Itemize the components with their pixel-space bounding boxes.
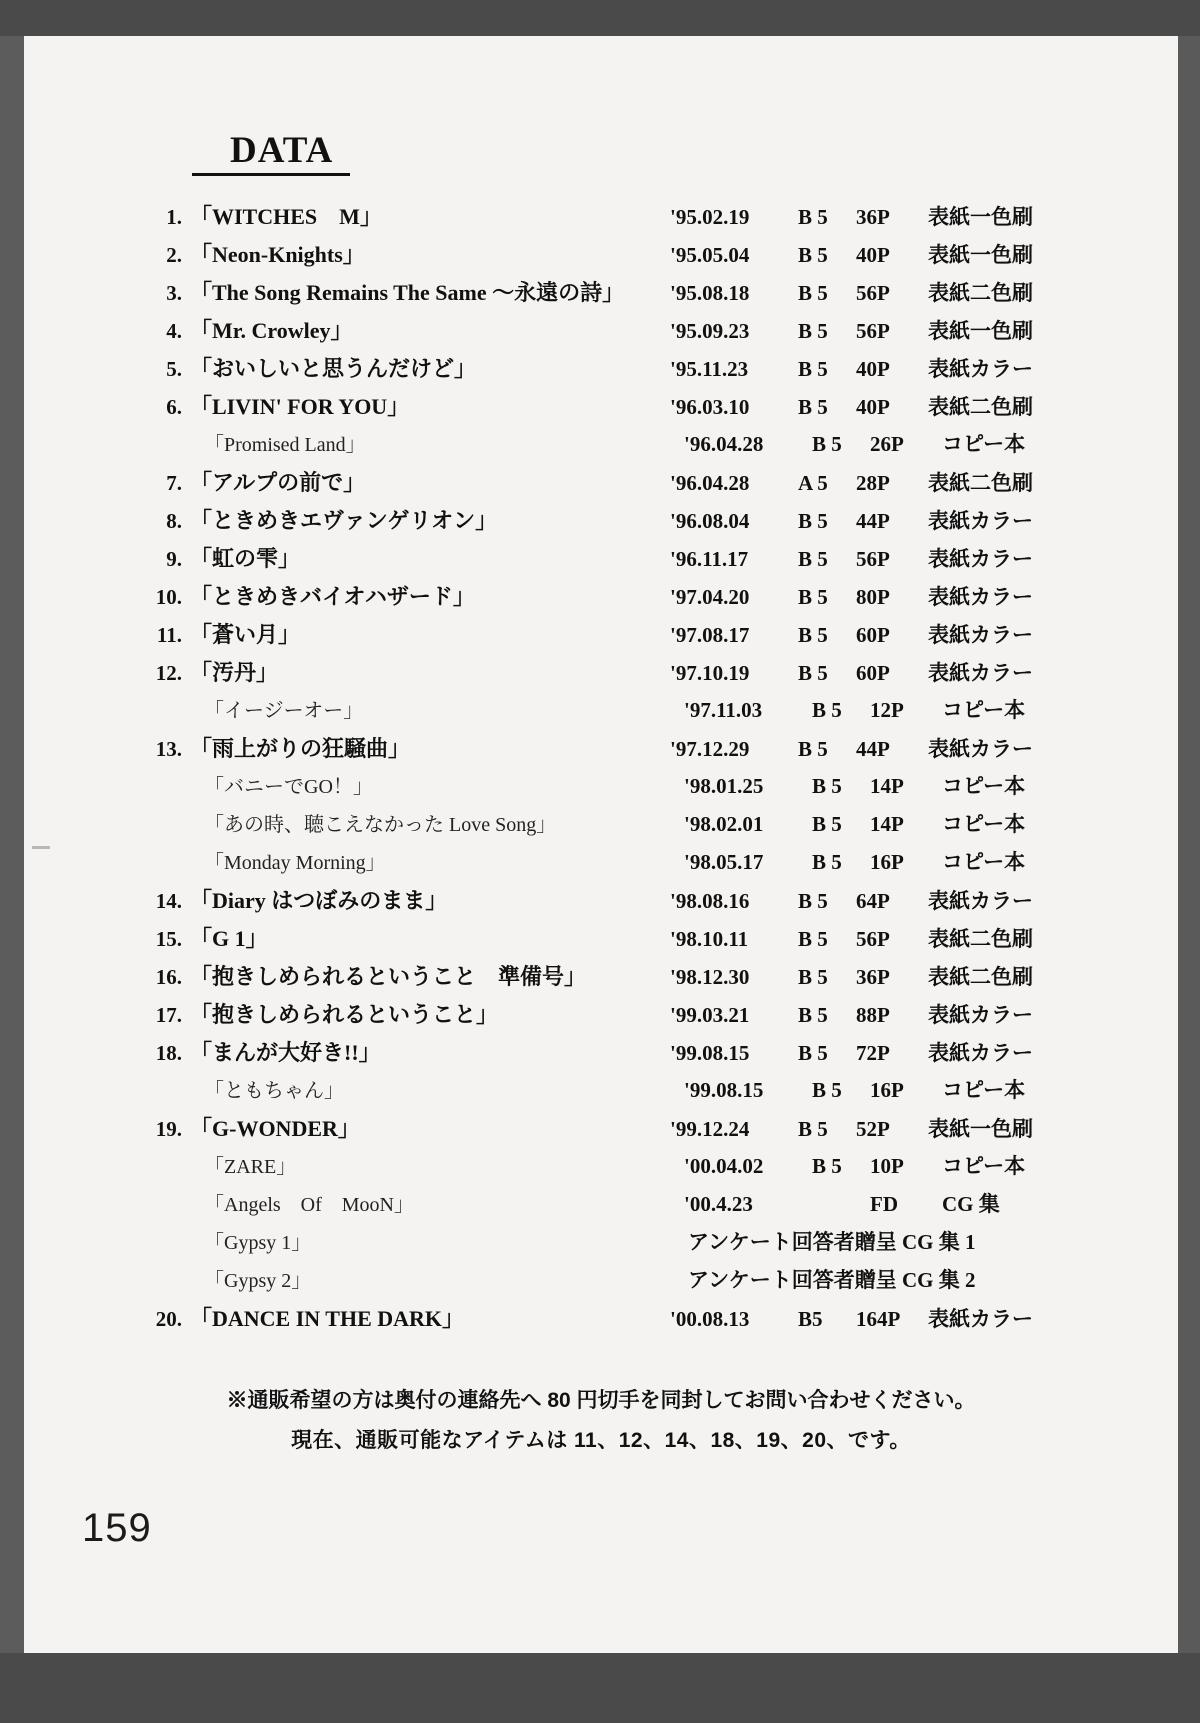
item-title: 「Gypsy 2」 bbox=[204, 1270, 312, 1292]
scan-edge-right bbox=[1178, 36, 1200, 1653]
page-title: DATA bbox=[230, 130, 334, 171]
item-number: 10. bbox=[155, 585, 182, 609]
item-title: 「おいしいと思うんだけど」 bbox=[190, 356, 477, 381]
list-item bbox=[124, 998, 1124, 1036]
item-cover: コピー本 bbox=[942, 1078, 1026, 1102]
item-date: '96.04.28 bbox=[684, 432, 764, 456]
item-number: 1. bbox=[166, 205, 182, 229]
item-cover: コピー本 bbox=[942, 1154, 1026, 1178]
item-title: 「Angels Of MooN」 bbox=[204, 1194, 414, 1216]
item-size: B 5 bbox=[798, 205, 828, 229]
item-pages: 60P bbox=[856, 623, 890, 647]
item-cover: 表紙カラー bbox=[928, 585, 1033, 609]
item-pages: 88P bbox=[856, 1003, 890, 1027]
item-date: '97.04.20 bbox=[670, 585, 750, 609]
item-number: 18. bbox=[155, 1041, 182, 1065]
item-pages: 44P bbox=[856, 509, 890, 533]
item-note: アンケート回答者贈呈 CG 集 2 bbox=[688, 1268, 976, 1292]
list-item bbox=[124, 960, 1124, 998]
item-date: '00.4.23 bbox=[684, 1192, 753, 1216]
item-cover: 表紙一色刷 bbox=[928, 205, 1033, 229]
item-size: B 5 bbox=[798, 319, 828, 343]
item-pages: 52P bbox=[856, 1117, 890, 1141]
item-title: 「蒼い月」 bbox=[190, 622, 301, 647]
item-date: '98.10.11 bbox=[670, 927, 749, 951]
list-item bbox=[124, 314, 1124, 352]
item-date: '98.05.17 bbox=[684, 850, 764, 874]
page-title-block bbox=[192, 132, 392, 176]
item-date: '96.03.10 bbox=[670, 395, 750, 419]
item-pages: 16P bbox=[870, 850, 904, 874]
item-number: 7. bbox=[166, 471, 182, 495]
list-item bbox=[124, 390, 1124, 428]
list-item bbox=[124, 466, 1124, 504]
item-size: B 5 bbox=[798, 661, 828, 685]
item-title: 「WITCHES M」 bbox=[190, 204, 382, 229]
item-size: B 5 bbox=[798, 509, 828, 533]
item-pages: 60P bbox=[856, 661, 890, 685]
list-item bbox=[124, 542, 1124, 580]
item-title: 「抱きしめられるということ 準備号」 bbox=[190, 964, 587, 989]
page-content bbox=[24, 36, 1178, 1653]
item-pages: 64P bbox=[856, 889, 890, 913]
item-title: 「バニーでGO！」 bbox=[204, 776, 373, 798]
item-number: 17. bbox=[155, 1003, 182, 1027]
list-item bbox=[124, 1264, 1124, 1302]
item-date: '97.11.03 bbox=[684, 698, 763, 722]
item-size: B 5 bbox=[798, 737, 828, 761]
item-size: B 5 bbox=[798, 395, 828, 419]
item-size: B 5 bbox=[798, 623, 828, 647]
item-cover: 表紙二色刷 bbox=[928, 927, 1033, 951]
item-size: B 5 bbox=[812, 1078, 842, 1102]
item-pages: 164P bbox=[856, 1307, 901, 1331]
item-pages: 28P bbox=[856, 471, 890, 495]
spine-mark bbox=[32, 846, 50, 849]
item-date: '99.08.15 bbox=[670, 1041, 750, 1065]
list-item bbox=[124, 1302, 1124, 1340]
item-date: '98.02.01 bbox=[684, 812, 764, 836]
item-title: 「雨上がりの狂騒曲」 bbox=[190, 736, 411, 761]
item-title: 「Diary はつぼみのまま」 bbox=[190, 888, 448, 913]
list-item bbox=[124, 1226, 1124, 1264]
item-size: B 5 bbox=[798, 889, 828, 913]
item-number: 12. bbox=[155, 661, 182, 685]
item-date: '98.12.30 bbox=[670, 965, 750, 989]
item-cover: 表紙カラー bbox=[928, 1307, 1033, 1331]
item-pages: 36P bbox=[856, 965, 890, 989]
item-date: '97.12.29 bbox=[670, 737, 750, 761]
item-pages: FD bbox=[870, 1192, 898, 1216]
list-item bbox=[124, 1036, 1124, 1074]
list-item bbox=[124, 656, 1124, 694]
page-number: 159 bbox=[82, 1506, 152, 1550]
item-date: '96.11.17 bbox=[670, 547, 749, 571]
item-cover: コピー本 bbox=[942, 698, 1026, 722]
title-underline bbox=[192, 173, 350, 176]
scan-edge-top bbox=[0, 0, 1200, 36]
item-title: 「イージーオー」 bbox=[204, 700, 364, 722]
item-number: 8. bbox=[166, 509, 182, 533]
item-title: 「Promised Land」 bbox=[204, 434, 366, 456]
item-pages: 56P bbox=[856, 927, 890, 951]
item-date: '00.08.13 bbox=[670, 1307, 750, 1331]
item-number: 19. bbox=[155, 1117, 182, 1141]
item-size: B 5 bbox=[798, 585, 828, 609]
item-size: B 5 bbox=[812, 432, 842, 456]
list-item bbox=[124, 238, 1124, 276]
item-pages: 72P bbox=[856, 1041, 890, 1065]
item-date: '99.08.15 bbox=[684, 1078, 764, 1102]
item-size: B 5 bbox=[812, 774, 842, 798]
list-item bbox=[124, 1188, 1124, 1226]
item-note: アンケート回答者贈呈 CG 集 1 bbox=[688, 1230, 976, 1254]
item-number: 2. bbox=[166, 243, 182, 267]
item-number: 5. bbox=[166, 357, 182, 381]
item-cover: 表紙カラー bbox=[928, 623, 1033, 647]
item-date: '98.01.25 bbox=[684, 774, 764, 798]
item-pages: 56P bbox=[856, 547, 890, 571]
item-pages: 40P bbox=[856, 395, 890, 419]
item-pages: 56P bbox=[856, 319, 890, 343]
item-number: 20. bbox=[155, 1307, 182, 1331]
item-date: '97.08.17 bbox=[670, 623, 750, 647]
item-cover: コピー本 bbox=[942, 432, 1026, 456]
item-cover: 表紙一色刷 bbox=[928, 319, 1033, 343]
item-title: 「G-WONDER」 bbox=[190, 1116, 360, 1141]
item-pages: 40P bbox=[856, 357, 890, 381]
list-item bbox=[124, 1150, 1124, 1188]
item-title: 「まんが大好き!!」 bbox=[190, 1040, 381, 1065]
item-date: '96.08.04 bbox=[670, 509, 750, 533]
list-item bbox=[124, 428, 1124, 466]
item-number: 6. bbox=[166, 395, 182, 419]
item-cover: 表紙カラー bbox=[928, 661, 1033, 685]
item-title: 「Gypsy 1」 bbox=[204, 1232, 312, 1254]
list-item bbox=[124, 884, 1124, 922]
item-pages: 12P bbox=[870, 698, 904, 722]
item-date: '95.02.19 bbox=[670, 205, 750, 229]
item-pages: 14P bbox=[870, 774, 904, 798]
item-cover: 表紙二色刷 bbox=[928, 395, 1033, 419]
item-cover: 表紙カラー bbox=[928, 547, 1033, 571]
item-cover: 表紙カラー bbox=[928, 1041, 1033, 1065]
item-title: 「虹の雫」 bbox=[190, 546, 301, 571]
item-title: 「G 1」 bbox=[190, 926, 268, 951]
item-date: '99.12.24 bbox=[670, 1117, 750, 1141]
list-item bbox=[124, 846, 1124, 884]
item-title: 「汚丹」 bbox=[190, 660, 279, 685]
item-title: 「ZARE」 bbox=[204, 1156, 297, 1178]
item-title: 「Mr. Crowley」 bbox=[190, 318, 353, 343]
item-title: 「LIVIN' FOR YOU」 bbox=[190, 394, 410, 419]
item-date: '95.08.18 bbox=[670, 281, 750, 305]
item-size: B 5 bbox=[798, 357, 828, 381]
item-title: 「The Song Remains The Same ～永遠の詩」 bbox=[190, 280, 625, 305]
item-pages: 80P bbox=[856, 585, 890, 609]
item-size: B 5 bbox=[798, 547, 828, 571]
item-number: 14. bbox=[155, 889, 182, 913]
item-title: 「Neon-Knights」 bbox=[190, 242, 365, 267]
item-number: 4. bbox=[166, 319, 182, 343]
item-title: 「抱きしめられるということ」 bbox=[190, 1002, 499, 1027]
item-cover: 表紙二色刷 bbox=[928, 471, 1033, 495]
item-size: B 5 bbox=[798, 281, 828, 305]
item-cover: 表紙二色刷 bbox=[928, 281, 1033, 305]
item-title: 「あの時、聴こえなかった Love Song」 bbox=[204, 814, 557, 836]
item-date: '97.10.19 bbox=[670, 661, 750, 685]
list-item bbox=[124, 200, 1124, 238]
item-pages: 56P bbox=[856, 281, 890, 305]
item-title: 「Monday Morning」 bbox=[204, 852, 386, 874]
list-item bbox=[124, 1074, 1124, 1112]
item-title: 「ともちゃん」 bbox=[204, 1080, 344, 1102]
item-pages: 16P bbox=[870, 1078, 904, 1102]
item-cover: 表紙カラー bbox=[928, 889, 1033, 913]
footer-notes bbox=[24, 1381, 1178, 1461]
item-number: 13. bbox=[155, 737, 182, 761]
item-cover: 表紙カラー bbox=[928, 357, 1033, 381]
item-title: 「ときめきエヴァンゲリオン」 bbox=[190, 508, 498, 533]
item-size: B 5 bbox=[812, 698, 842, 722]
item-cover: 表紙カラー bbox=[928, 509, 1033, 533]
list-item bbox=[124, 694, 1124, 732]
item-size: B5 bbox=[798, 1307, 823, 1331]
item-date: '95.09.23 bbox=[670, 319, 750, 343]
publication-list bbox=[124, 200, 1124, 1340]
item-size: A 5 bbox=[798, 471, 828, 495]
item-size: B 5 bbox=[798, 1003, 828, 1027]
item-cover: 表紙一色刷 bbox=[928, 243, 1033, 267]
list-item bbox=[124, 352, 1124, 390]
item-cover: 表紙カラー bbox=[928, 1003, 1033, 1027]
item-cover: コピー本 bbox=[942, 812, 1026, 836]
list-item bbox=[124, 580, 1124, 618]
scan-edge-bottom bbox=[0, 1653, 1200, 1723]
item-pages: 26P bbox=[870, 432, 904, 456]
item-size: B 5 bbox=[798, 965, 828, 989]
list-item bbox=[124, 732, 1124, 770]
item-cover: CG 集 bbox=[942, 1192, 1000, 1216]
item-size: B 5 bbox=[812, 850, 842, 874]
item-number: 9. bbox=[166, 547, 182, 571]
item-title: 「ときめきバイオハザード」 bbox=[190, 584, 475, 609]
note-line-1: ※通販希望の方は奥付の連絡先へ 80 円切手を同封してお問い合わせください。 bbox=[226, 1389, 976, 1412]
item-title: 「アルプの前で」 bbox=[190, 470, 366, 495]
item-size: B 5 bbox=[798, 927, 828, 951]
list-item bbox=[124, 1112, 1124, 1150]
item-title: 「DANCE IN THE DARK」 bbox=[190, 1306, 465, 1331]
item-cover: コピー本 bbox=[942, 774, 1026, 798]
list-item bbox=[124, 770, 1124, 808]
item-date: '99.03.21 bbox=[670, 1003, 750, 1027]
item-date: '00.04.02 bbox=[684, 1154, 764, 1178]
item-pages: 44P bbox=[856, 737, 890, 761]
item-number: 16. bbox=[155, 965, 182, 989]
item-number: 15. bbox=[155, 927, 182, 951]
scan-edge-left bbox=[0, 36, 24, 1653]
item-date: '96.04.28 bbox=[670, 471, 750, 495]
item-size: B 5 bbox=[798, 243, 828, 267]
item-size: B 5 bbox=[812, 1154, 842, 1178]
item-number: 3. bbox=[166, 281, 182, 305]
note-line-2: 現在、通販可能なアイテムは 11、12、14、18、19、20、です。 bbox=[291, 1428, 911, 1452]
item-size: B 5 bbox=[798, 1041, 828, 1065]
item-pages: 10P bbox=[870, 1154, 904, 1178]
item-cover: コピー本 bbox=[942, 850, 1026, 874]
list-item bbox=[124, 504, 1124, 542]
item-pages: 14P bbox=[870, 812, 904, 836]
list-item bbox=[124, 922, 1124, 960]
item-cover: 表紙一色刷 bbox=[928, 1117, 1033, 1141]
list-item bbox=[124, 276, 1124, 314]
item-cover: 表紙二色刷 bbox=[928, 965, 1033, 989]
item-pages: 36P bbox=[856, 205, 890, 229]
item-size: B 5 bbox=[798, 1117, 828, 1141]
item-date: '95.05.04 bbox=[670, 243, 750, 267]
item-number: 11. bbox=[156, 623, 182, 647]
item-date: '95.11.23 bbox=[670, 357, 749, 381]
list-item bbox=[124, 808, 1124, 846]
item-cover: 表紙カラー bbox=[928, 737, 1033, 761]
item-date: '98.08.16 bbox=[670, 889, 750, 913]
item-pages: 40P bbox=[856, 243, 890, 267]
list-item bbox=[124, 618, 1124, 656]
item-size: B 5 bbox=[812, 812, 842, 836]
